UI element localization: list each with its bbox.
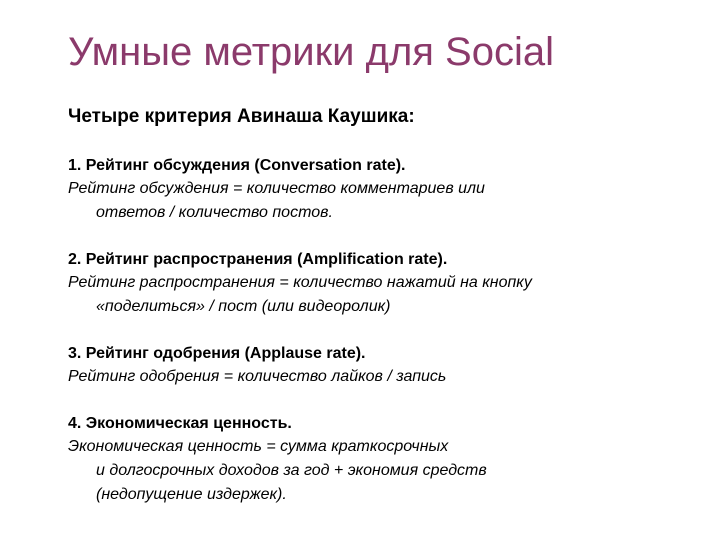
criterion-formula-line: ответов / количество постов. xyxy=(96,204,333,221)
criterion-heading: 4. Экономическая ценность. xyxy=(68,415,292,432)
criterion-formula-line: и долгосрочных доходов за год + экономия средств xyxy=(96,462,487,479)
criterion-formula-line: Экономическая ценность = сумма краткосрочных xyxy=(68,438,449,455)
criterion-formula-line: Рейтинг обсуждения = количество комментариев или xyxy=(68,180,485,197)
criterion-heading: 3. Рейтинг одобрения (Applause rate). xyxy=(68,345,366,362)
criterion-formula-line: «поделиться» / пост (или видеоролик) xyxy=(96,298,391,315)
criterion-formula-line: (недопущение издержек). xyxy=(96,486,287,503)
slide-subtitle: Четыре критерия Авинаша Каушика: xyxy=(68,106,415,127)
criterion-economic-value xyxy=(68,413,708,507)
criterion-conversation-rate xyxy=(68,155,708,225)
slide-content xyxy=(68,105,708,531)
slide-title: Умные метрики для Social xyxy=(68,30,554,74)
criterion-heading: 2. Рейтинг распространения (Amplification rate). xyxy=(68,251,448,268)
criterion-formula-line: Рейтинг распространения = количество нажатий на кнопку xyxy=(68,274,532,291)
criterion-formula-line: Рейтинг одобрения = количество лайков / запись xyxy=(68,368,447,385)
criterion-applause-rate xyxy=(68,343,708,389)
criterion-heading: 1. Рейтинг обсуждения (Conversation rate). xyxy=(68,157,406,174)
criterion-amplification-rate xyxy=(68,249,708,319)
